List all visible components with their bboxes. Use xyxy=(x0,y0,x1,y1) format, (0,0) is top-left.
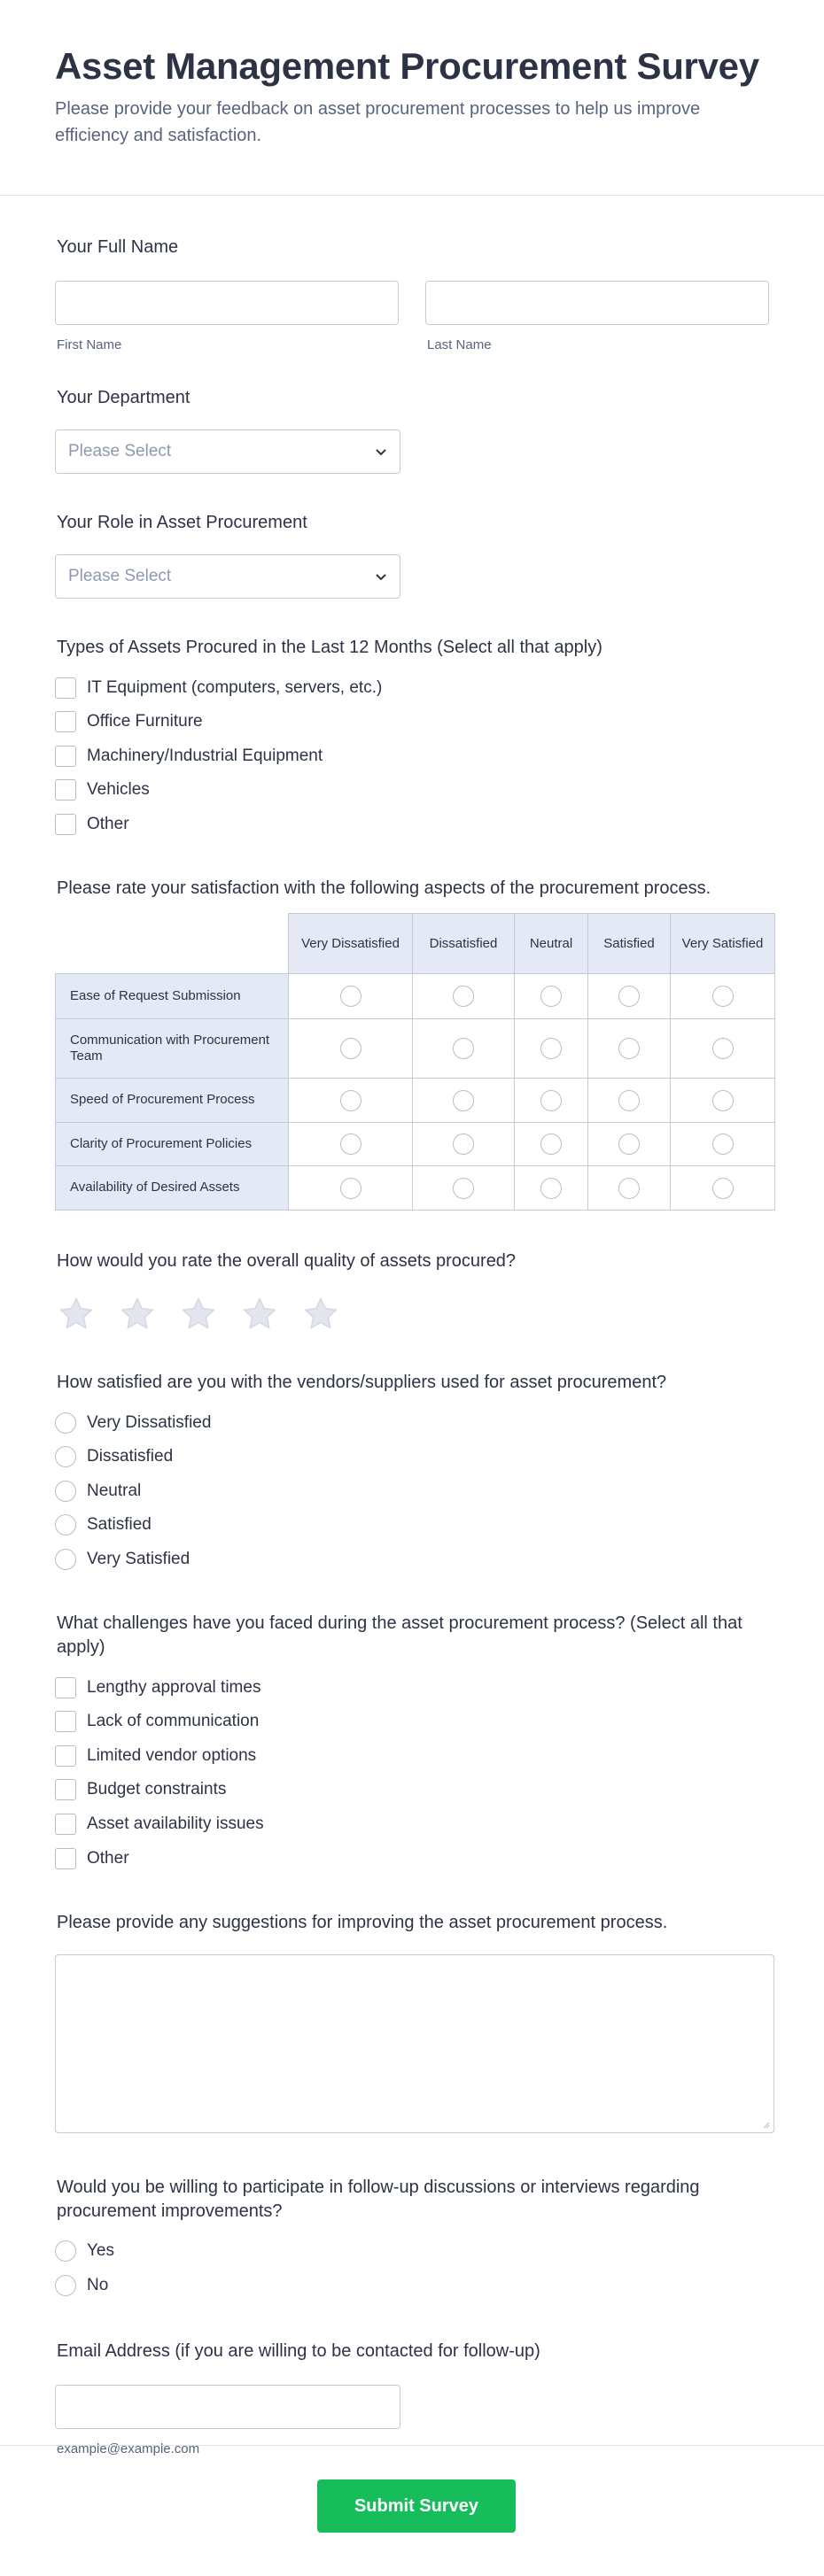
checkbox[interactable] xyxy=(55,711,76,732)
checkbox[interactable] xyxy=(55,779,76,801)
radio[interactable] xyxy=(55,2275,76,2296)
matrix-radio[interactable] xyxy=(618,986,640,1007)
matrix-radio[interactable] xyxy=(618,1038,640,1059)
first-name-sublabel: First Name xyxy=(57,337,122,353)
followup-option[interactable] xyxy=(55,2268,769,2302)
matrix-radio[interactable] xyxy=(618,1178,640,1199)
checkbox[interactable] xyxy=(55,1848,76,1869)
followup-label: Would you be willing to participate in follow-up discussions or interviews regarding procurement improvements? xyxy=(57,2177,700,2221)
option-label: Dissatisfied xyxy=(87,1447,174,1466)
matrix-radio[interactable] xyxy=(712,1133,734,1155)
radio[interactable] xyxy=(55,1412,76,1434)
matrix-row-label: Clarity of Procurement Policies xyxy=(56,1123,289,1166)
quality-rating-field xyxy=(55,1211,769,1334)
satisfaction-matrix xyxy=(55,913,775,1211)
matrix-radio[interactable] xyxy=(340,1178,361,1199)
radio[interactable] xyxy=(55,1481,76,1502)
chevron-down-icon xyxy=(375,570,387,583)
department-label: Your Department xyxy=(57,388,190,408)
option-label: Budget constraints xyxy=(87,1780,227,1799)
matrix-radio[interactable] xyxy=(712,986,734,1007)
option-label: Lengthy approval times xyxy=(87,1677,261,1697)
matrix-radio[interactable] xyxy=(540,1178,562,1199)
suggestions-textarea[interactable] xyxy=(55,1954,774,2133)
role-placeholder: Please Select xyxy=(68,567,172,586)
vendor-satisfaction-label: How satisfied are you with the vendors/suppliers used for asset procurement? xyxy=(57,1373,667,1393)
vendor-option[interactable] xyxy=(55,1405,769,1440)
vendor-option[interactable] xyxy=(55,1474,769,1509)
star-icon[interactable] xyxy=(118,1295,157,1334)
option-label: No xyxy=(87,2275,109,2294)
checkbox[interactable] xyxy=(55,1677,76,1698)
suggestions-label: Please provide any suggestions for improving the asset procurement process. xyxy=(57,1912,668,1932)
form-footer xyxy=(0,2445,824,2576)
matrix-radio[interactable] xyxy=(453,1090,474,1111)
last-name-sublabel: Last Name xyxy=(427,337,492,353)
matrix-radio[interactable] xyxy=(453,1038,474,1059)
full-name-field xyxy=(55,196,769,352)
asset-types-label: Types of Assets Procured in the Last 12 Months (Select all that apply) xyxy=(57,638,602,658)
vendor-satisfaction-field xyxy=(55,1334,769,1576)
checkbox[interactable] xyxy=(55,1745,76,1767)
matrix-corner xyxy=(56,914,289,974)
option-label: Yes xyxy=(87,2241,114,2261)
matrix-radio[interactable] xyxy=(712,1038,734,1059)
matrix-row-label: Ease of Request Submission xyxy=(56,974,289,1019)
challenge-option[interactable] xyxy=(55,1773,769,1807)
matrix-radio[interactable] xyxy=(340,986,361,1007)
page-title: Asset Management Procurement Survey xyxy=(55,45,759,87)
option-label: Machinery/Industrial Equipment xyxy=(87,746,323,765)
challenge-option[interactable] xyxy=(55,1705,769,1739)
option-label: Limited vendor options xyxy=(87,1745,257,1765)
matrix-row-label: Speed of Procurement Process xyxy=(56,1079,289,1123)
department-field xyxy=(55,352,769,474)
option-label: Other xyxy=(87,1848,129,1868)
checkbox[interactable] xyxy=(55,1814,76,1835)
option-label: IT Equipment (computers, servers, etc.) xyxy=(87,677,383,697)
option-label: Lack of communication xyxy=(87,1712,260,1731)
matrix-column-header: Very Satisfied xyxy=(671,914,775,974)
star-icon[interactable] xyxy=(301,1295,340,1334)
matrix-radio[interactable] xyxy=(453,986,474,1007)
checkbox[interactable] xyxy=(55,1711,76,1732)
checkbox[interactable] xyxy=(55,746,76,767)
asset-type-option[interactable] xyxy=(55,773,769,808)
matrix-column-header: Neutral xyxy=(515,914,588,974)
checkbox[interactable] xyxy=(55,1779,76,1800)
submit-button[interactable]: Submit Survey xyxy=(317,2479,516,2533)
star-icon[interactable] xyxy=(179,1295,218,1334)
asset-type-option[interactable] xyxy=(55,739,769,774)
full-name-label: Your Full Name xyxy=(57,237,179,258)
checkbox[interactable] xyxy=(55,814,76,835)
option-label: Very Satisfied xyxy=(87,1550,190,1569)
email-label: Email Address (if you are willing to be contacted for follow-up) xyxy=(57,2341,540,2362)
matrix-radio[interactable] xyxy=(540,1090,562,1111)
vendor-option[interactable] xyxy=(55,1508,769,1543)
matrix-radio[interactable] xyxy=(540,1038,562,1059)
matrix-radio[interactable] xyxy=(340,1090,361,1111)
star-icon[interactable] xyxy=(240,1295,279,1334)
matrix-column-header: Dissatisfied xyxy=(413,914,515,974)
survey-form xyxy=(0,196,824,2456)
option-label: Asset availability issues xyxy=(87,1814,264,1833)
matrix-column-header: Very Dissatisfied xyxy=(289,914,413,974)
option-label: Office Furniture xyxy=(87,712,203,731)
radio[interactable] xyxy=(55,1446,76,1467)
matrix-radio[interactable] xyxy=(540,986,562,1007)
resize-handle-icon[interactable] xyxy=(761,2120,770,2129)
asset-type-option[interactable] xyxy=(55,808,769,842)
email-sublabel: example@example.com xyxy=(57,2441,200,2457)
option-label: Very Dissatisfied xyxy=(87,1412,212,1432)
last-name-input[interactable] xyxy=(425,281,769,325)
suggestions-field xyxy=(55,1876,769,2133)
vendor-option[interactable] xyxy=(55,1543,769,1577)
matrix-radio[interactable] xyxy=(618,1090,640,1111)
matrix-label: Please rate your satisfaction with the following aspects of the procurement process. xyxy=(57,878,711,899)
satisfaction-matrix-field xyxy=(55,841,769,1211)
asset-types-field xyxy=(55,599,769,841)
matrix-radio[interactable] xyxy=(453,1178,474,1199)
option-label: Vehicles xyxy=(87,780,150,800)
option-label: Other xyxy=(87,815,129,834)
matrix-column-header: Satisfied xyxy=(588,914,671,974)
option-label: Satisfied xyxy=(87,1515,152,1535)
email-field[interactable] xyxy=(55,2385,400,2429)
option-label: Neutral xyxy=(87,1481,142,1500)
challenges-label: What challenges have you faced during the asset procurement process? (Select all that apply) xyxy=(57,1613,742,1658)
quality-label: How would you rate the overall quality of assets procured? xyxy=(57,1251,517,1272)
role-select[interactable] xyxy=(55,554,400,599)
chevron-down-icon xyxy=(375,445,387,458)
form-header xyxy=(0,0,824,196)
matrix-radio[interactable] xyxy=(712,1090,734,1111)
matrix-row-label: Availability of Desired Assets xyxy=(56,1166,289,1211)
radio[interactable] xyxy=(55,2240,76,2262)
department-placeholder: Please Select xyxy=(68,442,172,461)
followup-option[interactable] xyxy=(55,2234,769,2269)
challenge-option[interactable] xyxy=(55,1739,769,1774)
matrix-radio[interactable] xyxy=(453,1133,474,1155)
matrix-radio[interactable] xyxy=(540,1133,562,1155)
radio[interactable] xyxy=(55,1514,76,1536)
vendor-option[interactable] xyxy=(55,1440,769,1474)
matrix-radio[interactable] xyxy=(340,1133,361,1155)
matrix-radio[interactable] xyxy=(340,1038,361,1059)
challenge-option[interactable] xyxy=(55,1841,769,1876)
followup-field xyxy=(55,2133,769,2302)
role-field xyxy=(55,474,769,599)
matrix-radio[interactable] xyxy=(712,1178,734,1199)
matrix-row-label: Communication with Procurement Team xyxy=(56,1019,289,1079)
asset-type-option[interactable] xyxy=(55,670,769,705)
page-subtitle: Please provide your feedback on asset procurement processes to help us improve efficiency and satisfaction. xyxy=(55,99,701,146)
email-field-group xyxy=(55,2302,769,2456)
radio[interactable] xyxy=(55,1549,76,1570)
challenge-option[interactable] xyxy=(55,1670,769,1705)
checkbox[interactable] xyxy=(55,677,76,699)
challenges-field xyxy=(55,1576,769,1876)
asset-type-option[interactable] xyxy=(55,705,769,739)
role-label: Your Role in Asset Procurement xyxy=(57,513,307,533)
department-select[interactable] xyxy=(55,429,400,474)
matrix-radio[interactable] xyxy=(618,1133,640,1155)
challenge-option[interactable] xyxy=(55,1807,769,1842)
first-name-input[interactable] xyxy=(55,281,399,325)
star-rating xyxy=(57,1295,769,1334)
star-icon[interactable] xyxy=(57,1295,96,1334)
